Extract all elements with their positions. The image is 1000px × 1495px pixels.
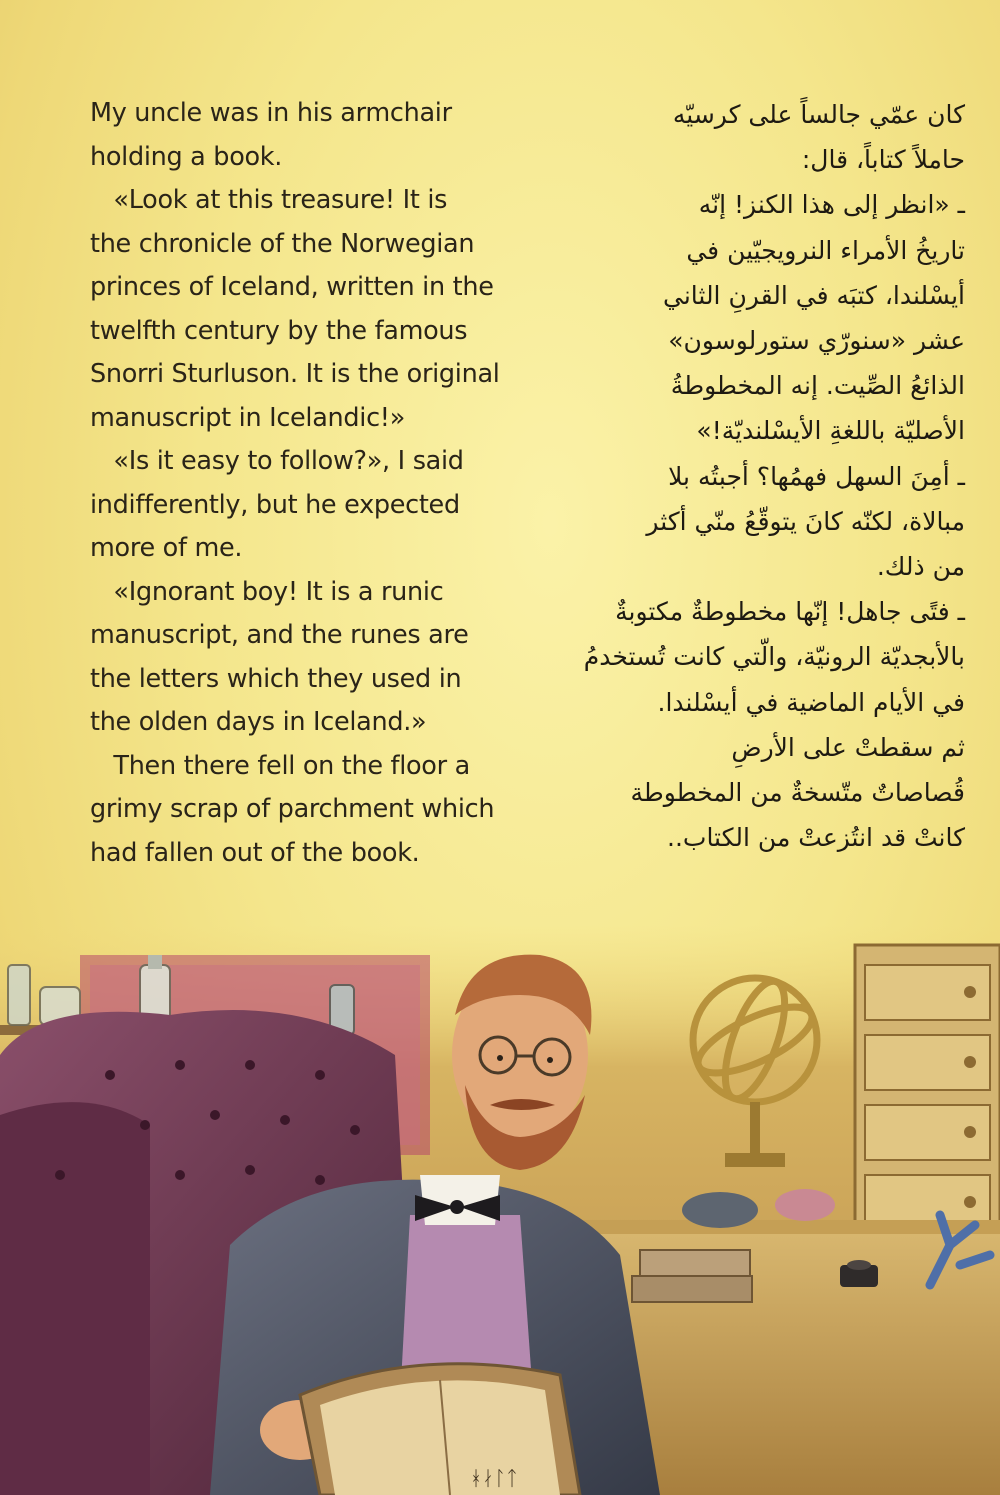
arabic-line: كانتْ قد انتُزعتْ من الكتاب.. <box>667 823 965 853</box>
arabic-line: مبالاة، لكنّه كانَ يتوقّعُ منّي أكثر <box>646 506 965 536</box>
english-line: indifferently, but he expected <box>90 489 460 520</box>
english-line: manuscript, and the runes are <box>90 620 469 650</box>
english-line: more of me. <box>90 533 243 563</box>
arabic-line: الذائعُ الصِّيت. إنه المخطوطةُ <box>670 371 965 401</box>
english-line: holding a book. <box>90 141 283 172</box>
english-line: My uncle was in his armchair <box>90 98 452 128</box>
arabic-line: ـ «انظر إلى هذا الكنز! إنّه <box>698 190 965 220</box>
arabic-line: في الأيام الماضية في أيسْلندا. <box>657 687 965 717</box>
english-line: twelfth century by the famous <box>90 315 468 346</box>
study-illustration <box>0 925 1000 1495</box>
english-line: Snorri Sturluson. It is the original <box>90 359 500 389</box>
arabic-line: ـ أمِنَ السهل فهمُها؟ أجبتُه بلا <box>668 461 965 491</box>
english-line: «Ignorant boy! It is a runic <box>90 576 444 607</box>
open-book <box>300 1364 580 1495</box>
arabic-line: عشر «سنورّي ستورلوسون» <box>668 326 965 356</box>
english-line: princes of Iceland, written in the <box>90 272 494 302</box>
english-line: had fallen out of the book. <box>90 837 420 868</box>
arabic-line: ـ فتًى جاهل! إنّها مخطوطةٌ مكتوبةٌ <box>615 597 965 627</box>
english-line: the olden days in Iceland.» <box>90 707 427 737</box>
english-text-column <box>90 92 500 875</box>
arabic-line: كان عمّي جالساً على كرسيّه <box>672 100 965 129</box>
arabic-line: أيسْلندا، كتبَه في القرنِ الثاني <box>662 280 965 310</box>
english-line: the chronicle of the Norwegian <box>90 228 475 259</box>
english-line: manuscript in Icelandic!» <box>90 402 406 433</box>
arabic-text-column <box>505 92 965 860</box>
arabic-line: حاملاً كتاباً، قال: <box>801 145 965 175</box>
english-line: grimy scrap of parchment which <box>90 794 495 824</box>
arabic-line: بالأبجديّة الرونيّة، والّتي كانت تُستخدمُ <box>583 642 965 672</box>
arabic-line: ثم سقطتْ على الأرضِ <box>731 732 965 762</box>
arabic-line: من ذلك. <box>876 552 965 582</box>
arabic-line: تاريخُ الأمراء النرويجيّين في <box>686 235 965 265</box>
english-line: the letters which they used in <box>90 663 462 694</box>
runic-inscription: ᚼᛅᛚᛏ <box>470 1466 518 1490</box>
arabic-line: الأصليّة باللغةِ الأيسْلنديّة!» <box>696 416 965 446</box>
english-line: «Look at this treasure! It is <box>90 185 448 215</box>
english-line: Then there fell on the floor a <box>90 750 470 781</box>
english-line: «Is it easy to follow?», I said <box>90 446 464 476</box>
arabic-line: قُصاصاتٌ متّسخةٌ من المخطوطة <box>630 778 965 808</box>
